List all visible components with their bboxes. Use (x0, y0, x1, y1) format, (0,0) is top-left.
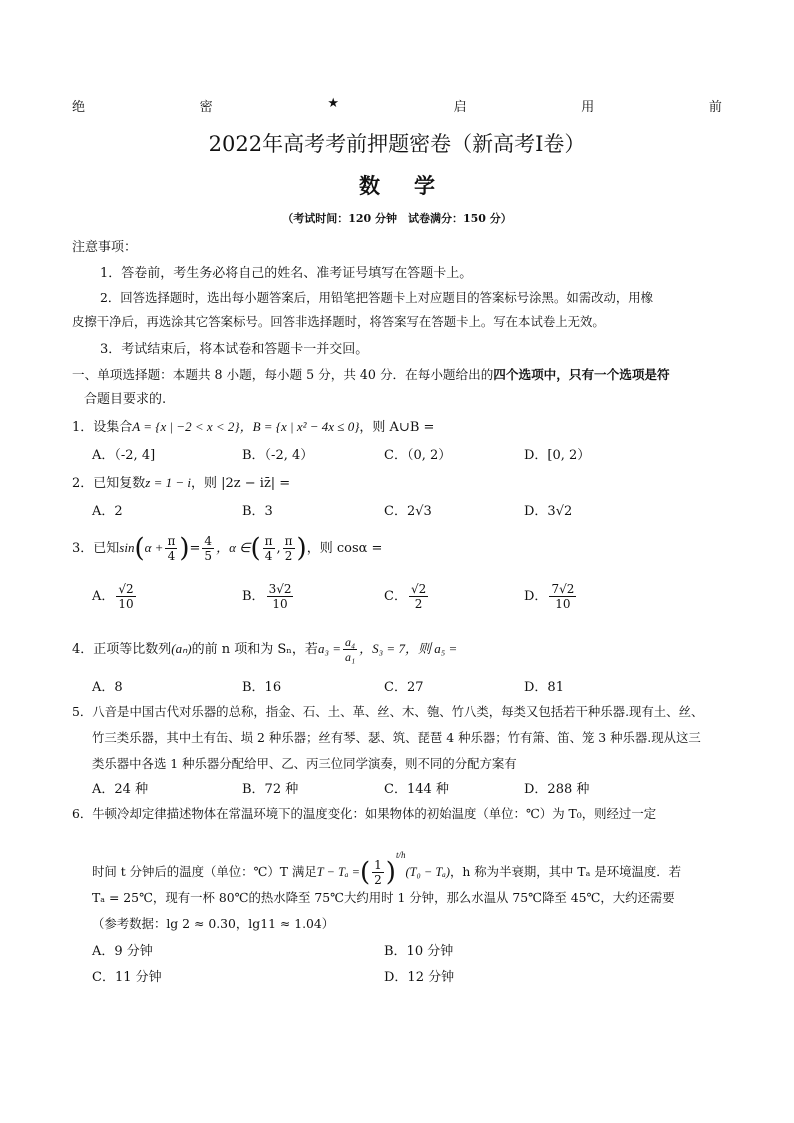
paren-left: ( (134, 533, 145, 564)
q1-option-d: D．[0, 2） (524, 448, 591, 463)
question-2 (72, 472, 290, 491)
fraction-numerator: 1 (374, 858, 382, 872)
q2-prefix: 2．已知复数 (72, 476, 146, 491)
q3-prefix: 3．已知 (72, 541, 120, 556)
fraction-denominator: 4 (167, 549, 176, 563)
option-label: A． (92, 589, 115, 604)
q2-option-a: A．2 (92, 504, 123, 519)
q6-option-b: B．10 分钟 (384, 944, 454, 959)
fraction-numerator: π (167, 534, 176, 548)
section-heading-emphasis: 四个选项中，只有一个选项是符 (493, 367, 670, 382)
secret-char: 启 (453, 100, 467, 115)
q2-ask: ，则 |2z − iz̄| = (191, 476, 291, 491)
q5-line-1: 5．八音是中国古代对乐器的总称，指金、石、土、革、丝、木、匏、竹八类，每类又包括若干种乐器.现有土、丝、 (72, 704, 704, 719)
q1-set-a: A = {x | −2 < x < 2} (132, 419, 240, 434)
q3-four-fifths (202, 534, 214, 563)
question-4 (72, 632, 457, 667)
q6-half (372, 858, 384, 887)
q2-option-d: D．3√2 (524, 504, 573, 519)
subject-title: 数学 (359, 173, 469, 198)
q6-line-2-tail: ，h 称为半衰期，其中 Tₐ 是环境温度．若 (449, 864, 682, 879)
q6-formula-right: (T₀ − Tₐ) (405, 865, 450, 879)
exam-title: 2022年高考考前押题密卷（新高考Ⅰ卷） (208, 132, 586, 156)
q4-option-c: C．27 (384, 680, 424, 695)
q5-line-3: 类乐器中各选 1 种乐器分配给甲、乙、丙三位同学演奏，则不同的分配方案有 (92, 756, 517, 771)
q5-option-c: C．144 种 (384, 782, 449, 797)
note-item-1: 1．答卷前，考生务必将自己的姓名、准考证号填写在答题卡上。 (100, 266, 473, 281)
exam-info: （考试时间：120 分钟 试卷满分：150 分） (282, 212, 512, 225)
q6-formula-left: T − Tₐ = (316, 865, 360, 879)
fraction-denominator: 5 (204, 549, 213, 563)
q4-option-d: D．81 (524, 680, 564, 695)
q6-option-d: D．12 分钟 (384, 970, 455, 985)
q5-option-b: B．72 种 (242, 782, 299, 797)
section-1-heading-line-2: 合题目要求的. (84, 392, 167, 407)
q6-option-a: A．9 分钟 (92, 944, 153, 959)
q6-line-1: 6．牛顿冷却定律描述物体在常温环境下的温度变化：如果物体的初始温度（单位：℃）为 T₀，则经过一定 (72, 806, 657, 821)
q4-option-b: B．16 (242, 680, 282, 695)
fraction-denominator: 10 (555, 597, 571, 611)
q6-exponent: t/h (395, 850, 406, 860)
note-item-3: 3．考试结束后，将本试卷和答题卡一并交回。 (100, 342, 369, 357)
q1-prefix: 1．设集合 (72, 420, 133, 435)
q1-option-b: B．（-2, 4） (242, 448, 314, 463)
option-label: D． (524, 589, 548, 604)
confidential-banner (72, 96, 722, 115)
q3-alpha-plus: α + (144, 540, 164, 555)
q1-set-b: ，B = {x | x² − 4x ≤ 0} (239, 419, 360, 434)
q4-option-a: A．8 (92, 680, 123, 695)
q3-equals: = (189, 541, 201, 556)
fraction-numerator: √2 (118, 582, 134, 596)
q6-line-3: Tₐ = 25℃，现有一杯 80℃的热水降至 75℃大约用时 1 分钟，那么水温从 75℃降至 45℃，大约还需要 (92, 890, 675, 905)
fraction-numerator: √2 (410, 582, 427, 596)
fraction-numerator: a₄ (344, 635, 356, 649)
fraction-numerator: π (284, 534, 293, 548)
q4-condition-a: a₃ = (317, 641, 341, 656)
paren-left: ( (250, 533, 261, 564)
q6-line-2 (92, 838, 681, 889)
q4-condition-b: ，S₃ = 7，则 a₅ = (359, 641, 458, 656)
question-1 (72, 416, 434, 435)
q2-expression: z = 1 − i (145, 475, 191, 490)
note-item-2-line-2: 皮擦干净后，再选涂其它答案标号。回答非选择题时，将答案写在答题卡上。写在本试卷上无效。 (72, 314, 605, 329)
fraction-numerator: π (264, 534, 273, 548)
secret-char: 密 (199, 100, 213, 115)
note-item-2-line-1: 2．回答选择题时，选出每小题答案后，用铅笔把答题卡上对应题目的答案标号涂黑。如需改动，用橡 (100, 290, 654, 305)
paren-right: ) (296, 533, 307, 564)
q3-interval-upper (283, 534, 295, 563)
secret-char: 用 (581, 100, 595, 115)
q3-option-d (524, 582, 578, 611)
q3-interval-lower (263, 534, 275, 563)
q1-option-a: A．（-2, 4] (92, 448, 156, 463)
q2-option-b: B．3 (242, 504, 273, 519)
q6-option-c: C．11 分钟 (92, 970, 162, 985)
q5-option-d: D．288 种 (524, 782, 590, 797)
q2-option-c: C．2√3 (384, 504, 432, 519)
fraction-denominator: 2 (374, 873, 382, 887)
fraction-denominator: 2 (414, 597, 423, 611)
q6-line-2-text: 时间 t 分钟后的温度（单位：℃）T 满足 (92, 864, 317, 879)
q4-sequence: (aₙ) (171, 641, 192, 656)
paren-left: ( (359, 857, 371, 888)
q3-option-a (92, 582, 138, 611)
fraction-denominator: 2 (284, 549, 293, 563)
fraction-numerator: 7√2 (551, 582, 575, 596)
star-icon: ★ (327, 96, 339, 111)
secret-char: 前 (708, 100, 722, 115)
q1-option-c: C．（0, 2） (384, 448, 452, 463)
q1-ask: ，则 A∪B = (359, 420, 435, 435)
fraction-denominator: a₁ (344, 650, 356, 664)
fraction-denominator: 4 (264, 549, 273, 563)
option-fraction (116, 582, 135, 611)
section-1-heading (72, 364, 670, 383)
option-fraction (267, 582, 294, 611)
q5-option-a: A．24 种 (92, 782, 149, 797)
q4-fraction (343, 635, 357, 664)
secret-char: 绝 (72, 100, 86, 115)
q3-pi-over-4 (165, 534, 177, 563)
q5-line-2: 竹三类乐器，其中土有缶、埙 2 种乐器；丝有琴、瑟、筑、琵琶 4 种乐器；竹有箫、笛、笼 3 种乐器.现从这三 (92, 730, 701, 745)
q3-option-c (384, 582, 430, 611)
q3-option-b (242, 582, 295, 611)
q3-ask: ，则 cosα = (306, 541, 383, 556)
option-label: B． (242, 589, 265, 604)
q3-comma: , (276, 541, 281, 556)
notes-heading: 注意事项： (72, 240, 138, 255)
section-heading-text: 一、单项选择题：本题共 8 小题，每小题 5 分，共 40 分．在每小题给出的 (72, 367, 494, 382)
q3-sin: sin (119, 540, 135, 555)
q3-alpha-in: ，α ∈ (216, 540, 251, 555)
paren-right: ) (385, 857, 396, 888)
option-fraction (409, 582, 428, 611)
option-fraction (549, 582, 576, 611)
fraction-denominator: 10 (118, 597, 134, 611)
option-label: C． (384, 589, 407, 604)
question-3 (72, 528, 382, 569)
fraction-numerator: 4 (204, 534, 213, 548)
fraction-denominator: 10 (272, 597, 288, 611)
fraction-numerator: 3√2 (268, 582, 292, 596)
paren-right: ) (179, 533, 190, 564)
q4-prefix: 4．正项等比数列 (72, 642, 172, 657)
q6-line-4: （参考数据：lg 2 ≈ 0.30，lg11 ≈ 1.04） (92, 916, 335, 931)
q4-mid: 的前 n 项和为 Sₙ，若 (191, 642, 318, 657)
